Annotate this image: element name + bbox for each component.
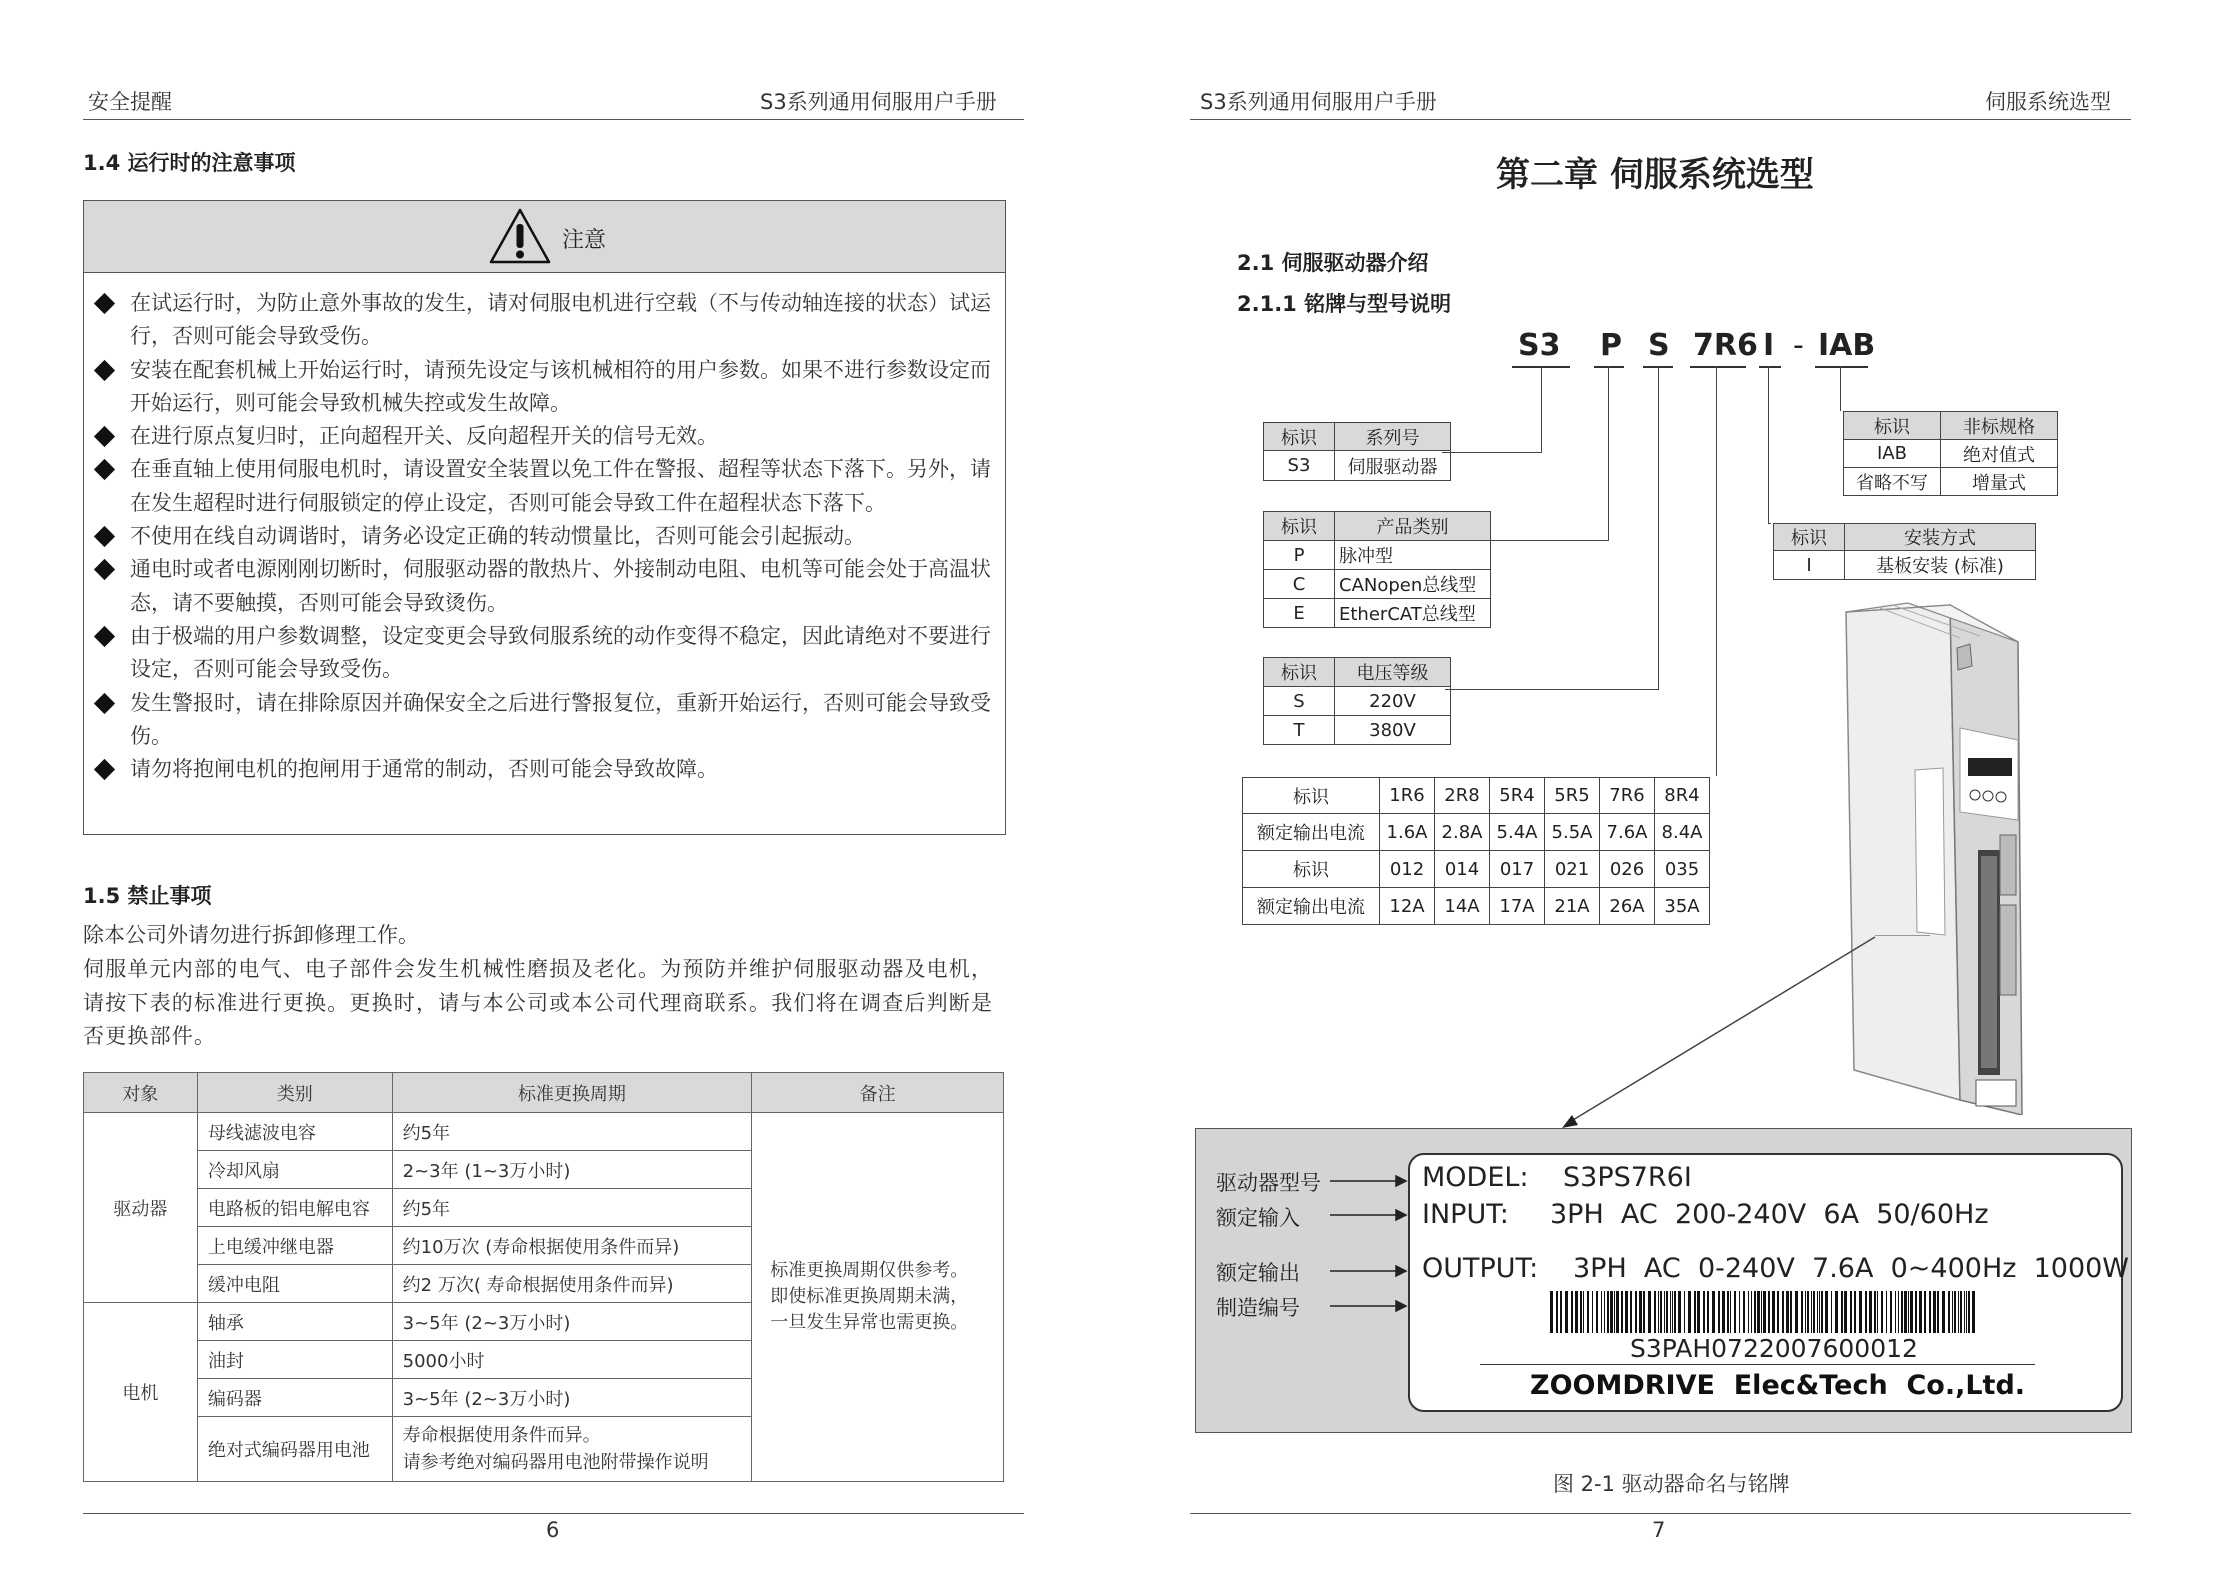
current-code: 2R8 [1435, 778, 1490, 814]
barcode-bar [1648, 1291, 1651, 1333]
barcode-bar [1795, 1291, 1798, 1333]
category-cell: E [1264, 599, 1335, 628]
caution-item [94, 420, 1005, 453]
barcode-bar [1556, 1291, 1558, 1333]
barcode-bar [1658, 1291, 1659, 1333]
diamond-bullet-icon [94, 692, 115, 713]
current-value: 8.4A [1655, 814, 1710, 851]
install-cell: 基板安装 (标准) [1845, 551, 2036, 580]
nameplate-serial: S3PAH0722007600012 [1630, 1334, 1918, 1363]
cell-period: 寿命根据使用条件而异。 [402, 1425, 601, 1446]
nameplate-input-key: INPUT: [1422, 1199, 1509, 1230]
diamond-bullet-icon [94, 426, 115, 447]
cell-category: 油封 [197, 1341, 392, 1379]
cell-category: 绝对式编码器用电池 [197, 1417, 392, 1482]
barcode-bar [1859, 1291, 1862, 1333]
replacement-table [83, 1072, 1004, 1482]
cell-category: 缓冲电阻 [197, 1265, 392, 1303]
barcode-bar [1901, 1291, 1903, 1333]
current-value: 17A [1490, 888, 1545, 925]
remark-line: 标准更换周期仅供参考。 [770, 1260, 969, 1281]
current-value: 12A [1380, 888, 1435, 925]
voltage-cell: 220V [1335, 687, 1451, 716]
table-header-cell: 标准更换周期 [392, 1073, 752, 1113]
nonstandard-table-header: 非标规格 [1941, 412, 2058, 440]
barcode-bar [1865, 1291, 1867, 1333]
barcode-bar [1972, 1291, 1975, 1333]
cell-period-multiline [392, 1417, 752, 1482]
barcode-bar [1722, 1291, 1725, 1333]
left-page-number: 6 [546, 1518, 560, 1542]
barcode-bar [1805, 1291, 1806, 1333]
diamond-bullet-icon [94, 759, 115, 780]
servo-drive-illustration [1840, 600, 2125, 1115]
barcode-bar [1694, 1291, 1696, 1333]
underline-encoder [1815, 366, 1868, 368]
caution-item [94, 354, 1005, 421]
model-part-series: S3 [1518, 328, 1561, 363]
barcode-bar [1666, 1291, 1668, 1333]
barcode-bar [1610, 1291, 1613, 1333]
barcode-bar [1910, 1291, 1913, 1333]
caution-item-text: 不使用在线自动调谐时，请务必设定正确的转动惯量比，否则可能会引起振动。 [130, 524, 865, 549]
cell-category: 轴承 [197, 1303, 392, 1341]
barcode-bar [1777, 1291, 1779, 1333]
barcode-bar [1968, 1291, 1970, 1333]
current-label: 额定输出电流 [1243, 814, 1380, 851]
barcode-bar [1734, 1291, 1736, 1333]
barcode-bar [1801, 1291, 1803, 1333]
current-table [1242, 777, 1710, 925]
barcode-bar [1688, 1291, 1691, 1333]
right-page-number: 7 [1652, 1518, 1666, 1542]
cell-period: 约5年 [392, 1113, 752, 1151]
underline-install [1759, 366, 1781, 368]
barcode-bar [1684, 1291, 1685, 1333]
diamond-bullet-icon [94, 526, 115, 547]
current-code: 012 [1380, 851, 1435, 888]
barcode-bar [1790, 1291, 1792, 1333]
barcode-bar [1895, 1291, 1896, 1333]
table-row [84, 1113, 1004, 1151]
barcode-bar [1886, 1291, 1887, 1333]
caution-item-text: 发生警报时，请在排除原因并确保安全之后进行警报复位，重新开始运行，否则可能会导致受伤。 [130, 690, 991, 748]
section-2-1-1-title: 2.1.1 铭牌与型号说明 [1237, 292, 1452, 316]
label-input: 额定输入 [1216, 1206, 1300, 1230]
category-table-header: 产品类别 [1335, 512, 1491, 541]
category-cell: C [1264, 570, 1335, 599]
barcode-bar [1786, 1291, 1789, 1333]
connector-line [1541, 366, 1542, 453]
nameplate-model-value: S3PS7R6I [1563, 1162, 1692, 1193]
barcode-bar [1937, 1291, 1939, 1333]
label-serial: 制造编号 [1216, 1296, 1300, 1320]
caution-list [84, 273, 1005, 786]
section-1-4-title: 1.4 运行时的注意事项 [83, 151, 296, 175]
current-code: 026 [1600, 851, 1655, 888]
series-table-header: 标识 [1264, 423, 1335, 451]
barcode-bar [1654, 1291, 1656, 1333]
current-value: 35A [1655, 888, 1710, 925]
barcode-bar [1761, 1291, 1762, 1333]
voltage-table-header: 标识 [1264, 658, 1335, 687]
left-header-rule [83, 119, 1024, 120]
remark-cell [752, 1113, 1004, 1482]
install-table-header: 安装方式 [1845, 524, 2036, 551]
current-value: 26A [1600, 888, 1655, 925]
left-header-title: S3系列通用伺服用户手册 [760, 90, 997, 114]
caution-item [94, 620, 1005, 687]
caution-item [94, 553, 1005, 620]
barcode-bar [1751, 1291, 1752, 1333]
barcode-bar [1819, 1291, 1820, 1333]
barcode-bar [1635, 1291, 1637, 1333]
section-1-5-title: 1.5 禁止事项 [83, 884, 212, 908]
barcode-bar [1592, 1291, 1593, 1333]
current-code: 035 [1655, 851, 1710, 888]
barcode-bar [1580, 1291, 1582, 1333]
connector-line [1716, 366, 1717, 776]
connector-line [1768, 366, 1769, 524]
voltage-cell: 380V [1335, 716, 1451, 745]
model-part-voltage: S [1648, 328, 1670, 363]
caution-title: 注意 [562, 228, 607, 253]
barcode-bar [1718, 1291, 1720, 1333]
category-cell: CANopen总线型 [1335, 570, 1491, 599]
remark-line: 即使标准更换周期未满， [770, 1286, 969, 1307]
group-driver: 驱动器 [84, 1113, 198, 1303]
barcode [1548, 1291, 1978, 1335]
barcode-bar [1739, 1291, 1740, 1333]
connector-line [1490, 540, 1609, 541]
caution-header [84, 201, 1005, 273]
warning-triangle-icon [488, 207, 552, 265]
barcode-bar [1571, 1291, 1573, 1333]
connector-line [1445, 689, 1659, 690]
para-replacement: 伺服单元内部的电气、电子部件会发生机械性磨损及老化。为预防并维护伺服驱动器及电机，请按下表的标准进行更换。更换时，请与本公司或本公司代理商联系。我们将在调查后判断是否更换部件。 [83, 957, 994, 1048]
barcode-bar [1908, 1291, 1909, 1333]
barcode-bar [1942, 1291, 1945, 1333]
diamond-bullet-icon [94, 359, 115, 380]
right-header-title: S3系列通用伺服用户手册 [1200, 90, 1437, 114]
caution-item-text: 由于极端的用户参数调整，设定变更会导致伺服系统的动作变得不稳定，因此请绝对不要进行设定，否则可能会导致受伤。 [130, 623, 991, 682]
caution-item [94, 453, 1005, 520]
barcode-bar [1831, 1291, 1832, 1333]
underline-current [1690, 366, 1746, 368]
barcode-bar [1621, 1291, 1623, 1333]
para-no-disassembly: 除本公司外请勿进行拆卸修理工作。 [83, 923, 419, 947]
right-header-rule [1190, 119, 2131, 120]
barcode-bar [1712, 1291, 1715, 1333]
section-2-1-title: 2.1 伺服驱动器介绍 [1237, 251, 1429, 275]
current-value: 2.8A [1435, 814, 1490, 851]
barcode-bar [1813, 1291, 1815, 1333]
barcode-bar [1583, 1291, 1584, 1333]
caution-item [94, 287, 1005, 354]
voltage-table [1263, 657, 1451, 745]
barcode-bar [1782, 1291, 1784, 1333]
connector-line [1658, 366, 1659, 690]
current-code: 014 [1435, 851, 1490, 888]
barcode-bar [1565, 1291, 1568, 1333]
right-footer-rule [1190, 1513, 2131, 1514]
barcode-bar [1881, 1291, 1883, 1333]
barcode-bar [1844, 1291, 1847, 1333]
barcode-bar [1958, 1291, 1959, 1333]
barcode-bar [1616, 1291, 1619, 1333]
voltage-cell: S [1264, 687, 1335, 716]
nameplate-company: ZOOMDRIVE Elec&Tech Co.,Ltd. [1530, 1370, 2026, 1401]
barcode-bar [1825, 1291, 1828, 1333]
nameplate-output-value: 3PH AC 0-240V 7.6A 0~400Hz 1000W [1573, 1253, 2129, 1284]
barcode-bar [1670, 1291, 1671, 1333]
caution-item [94, 687, 1005, 754]
current-code: 8R4 [1655, 778, 1710, 814]
install-table [1773, 523, 2036, 580]
figure-caption: 图 2-1 驱动器命名与铭牌 [1553, 1472, 1790, 1496]
barcode-bar [1821, 1291, 1823, 1333]
barcode-bar [1754, 1291, 1756, 1333]
cell-category: 编码器 [197, 1379, 392, 1417]
barcode-bar [1964, 1291, 1965, 1333]
model-part-current: 7R6 [1693, 328, 1758, 363]
barcode-bar [1811, 1291, 1812, 1333]
cell-category: 母线滤波电容 [197, 1113, 392, 1151]
right-header-section: 伺服系统选型 [1985, 90, 2111, 114]
current-label: 标识 [1243, 778, 1380, 814]
arrow-right-icon [1396, 1266, 1406, 1276]
install-cell: I [1774, 551, 1845, 580]
cell-period-2: 请参考绝对编码器用电池附带操作说明 [402, 1452, 709, 1473]
barcode-bar [1915, 1291, 1917, 1333]
remark-line: 一旦发生异常也需更换。 [770, 1312, 969, 1333]
nonstandard-cell: 省略不写 [1844, 468, 1941, 496]
current-value: 14A [1435, 888, 1490, 925]
barcode-bar [1630, 1291, 1632, 1333]
barcode-bar [1672, 1291, 1673, 1333]
current-label: 标识 [1243, 851, 1380, 888]
series-table [1263, 422, 1451, 481]
barcode-bar [1929, 1291, 1931, 1333]
barcode-bar [1817, 1291, 1818, 1333]
diamond-bullet-icon [94, 626, 115, 647]
barcode-bar [1743, 1291, 1745, 1333]
caution-item-text: 在试运行时，为防止意外事故的发生，请对伺服电机进行空载（不与传动轴连接的状态）试运行，否则可能会导致受伤。 [130, 291, 991, 349]
barcode-bar [1550, 1291, 1553, 1333]
table-header-cell: 类别 [197, 1073, 392, 1113]
nonstandard-cell: 增量式 [1941, 468, 2058, 496]
category-table [1263, 511, 1491, 628]
current-code: 017 [1490, 851, 1545, 888]
barcode-bar [1850, 1291, 1852, 1333]
cell-period: 5000小时 [392, 1341, 752, 1379]
nameplate-model-key: MODEL: [1422, 1162, 1529, 1193]
cell-period: 约2 万次( 寿命根据使用条件而异) [392, 1265, 752, 1303]
barcode-bar [1674, 1291, 1676, 1333]
barcode-bar [1587, 1291, 1589, 1333]
barcode-bar [1841, 1291, 1843, 1333]
current-code: 021 [1545, 851, 1600, 888]
caution-item-text: 请勿将抱闸电机的抱闸用于通常的制动，否则可能会导致故障。 [130, 757, 718, 782]
model-part-category: P [1600, 328, 1622, 363]
category-cell: EtherCAT总线型 [1335, 599, 1491, 628]
cell-period: 约5年 [392, 1189, 752, 1227]
barcode-bar [1919, 1291, 1922, 1333]
barcode-bar [1660, 1291, 1662, 1333]
barcode-bar [1730, 1291, 1731, 1333]
current-label: 额定输出电流 [1243, 888, 1380, 925]
current-code: 1R6 [1380, 778, 1435, 814]
barcode-bar [1625, 1291, 1628, 1333]
nameplate-input-value: 3PH AC 200-240V 6A 50/60Hz [1550, 1199, 1989, 1230]
current-value: 1.6A [1380, 814, 1435, 851]
nonstandard-table [1843, 411, 2058, 496]
nonstandard-cell: IAB [1844, 440, 1941, 468]
barcode-bar [1954, 1291, 1956, 1333]
model-part-encoder: IAB [1818, 328, 1876, 363]
barcode-bar [1948, 1291, 1950, 1333]
barcode-bar [1697, 1291, 1700, 1333]
arrow-right-icon [1396, 1301, 1406, 1311]
barcode-bar [1639, 1291, 1642, 1333]
connector-line [1769, 523, 1771, 524]
barcode-bar [1874, 1291, 1876, 1333]
barcode-bar [1604, 1291, 1605, 1333]
connector-line [1442, 452, 1542, 453]
table-header-cell: 备注 [752, 1073, 1004, 1113]
table-header-cell: 对象 [84, 1073, 198, 1113]
series-table-header: 系列号 [1335, 423, 1451, 451]
caution-box [83, 200, 1006, 835]
label-output: 额定输出 [1216, 1261, 1300, 1285]
barcode-bar [1703, 1291, 1705, 1333]
cell-category: 上电缓冲继电器 [197, 1227, 392, 1265]
chapter-title: 第二章 伺服系统选型 [1496, 155, 1814, 195]
nonstandard-cell: 绝对值式 [1941, 440, 2058, 468]
caution-item-text: 安装在配套机械上开始运行时，请预先设定与该机械相符的用户参数。如果不进行参数设定而开始运行，则可能会导致机械失控或发生故障。 [130, 357, 991, 415]
left-header-section: 安全提醒 [88, 90, 172, 114]
barcode-bar [1898, 1291, 1899, 1333]
barcode-bar [1890, 1291, 1892, 1333]
arrow-right-icon [1396, 1176, 1406, 1186]
barcode-bar [1966, 1291, 1967, 1333]
cell-period: 3~5年 (2~3万小时) [392, 1303, 752, 1341]
barcode-bar [1933, 1291, 1936, 1333]
barcode-bar [1904, 1291, 1907, 1333]
barcode-bar [1707, 1291, 1709, 1333]
barcode-bar [1772, 1291, 1775, 1333]
category-cell: 脉冲型 [1335, 541, 1491, 570]
left-footer-rule [83, 1513, 1024, 1514]
table-header-row [84, 1073, 1004, 1113]
model-part-dash: - [1793, 328, 1804, 363]
caution-item-text: 在进行原点复归时，正向超程开关、反向超程开关的信号无效。 [130, 424, 718, 449]
cell-category: 冷却风扇 [197, 1151, 392, 1189]
cell-period: 约10万次 (寿命根据使用条件而异) [392, 1227, 752, 1265]
diamond-bullet-icon [94, 293, 115, 314]
barcode-bar [1835, 1291, 1838, 1333]
barcode-bar [1727, 1291, 1729, 1333]
barcode-bar [1757, 1291, 1760, 1333]
nonstandard-table-header: 标识 [1844, 412, 1941, 440]
pointer-line [1875, 935, 1930, 936]
diamond-bullet-icon [94, 459, 115, 480]
caution-item [94, 753, 1005, 786]
group-motor: 电机 [84, 1303, 198, 1482]
current-code: 5R4 [1490, 778, 1545, 814]
current-value: 5.4A [1490, 814, 1545, 851]
install-table-header: 标识 [1774, 524, 1845, 551]
barcode-bar [1952, 1291, 1953, 1333]
barcode-bar [1601, 1291, 1602, 1333]
current-value: 5.5A [1545, 814, 1600, 851]
label-model: 驱动器型号 [1216, 1171, 1321, 1195]
barcode-bar [1960, 1291, 1962, 1333]
barcode-bar [1763, 1291, 1766, 1333]
voltage-cell: T [1264, 716, 1335, 745]
barcode-bar [1869, 1291, 1872, 1333]
voltage-table-header: 电压等级 [1335, 658, 1451, 687]
arrow-right-icon [1396, 1210, 1406, 1220]
label-arrows [1330, 1165, 1410, 1325]
barcode-bar [1664, 1291, 1665, 1333]
barcode-bar [1807, 1291, 1809, 1333]
connector-line [1608, 366, 1609, 541]
barcode-bar [1614, 1291, 1615, 1333]
cell-period: 2~3年 (1~3万小时) [392, 1151, 752, 1189]
caution-item-text: 在垂直轴上使用伺服电机时，请设置安全装置以免工件在警报、超程等状态下落下。另外，请在发生超程时进行伺服锁定的停止设定，否则可能会导致工件在超程状态下落下。 [130, 457, 991, 515]
series-cell: 伺服驱动器 [1335, 451, 1451, 481]
barcode-bar [1924, 1291, 1926, 1333]
current-value: 21A [1545, 888, 1600, 925]
cell-period: 3~5年 (2~3万小时) [392, 1379, 752, 1417]
caution-item-text: 通电时或者电源刚刚切断时，伺服驱动器的散热片、外接制动电阻、电机等可能会处于高温状态，请不要触摸，否则可能会导致烫伤。 [130, 557, 991, 615]
arrow-to-nameplate [1560, 935, 1880, 1135]
category-table-header: 标识 [1264, 512, 1335, 541]
connector-line [1840, 366, 1841, 411]
current-code: 5R5 [1545, 778, 1600, 814]
current-value: 7.6A [1600, 814, 1655, 851]
category-cell: P [1264, 541, 1335, 570]
diamond-bullet-icon [94, 559, 115, 580]
barcode-bar [1877, 1291, 1878, 1333]
barcode-bar [1854, 1291, 1856, 1333]
current-code: 7R6 [1600, 778, 1655, 814]
series-cell: S3 [1264, 451, 1335, 481]
barcode-bar [1575, 1291, 1578, 1333]
cell-category: 电路板的铝电解电容 [197, 1189, 392, 1227]
barcode-bar [1607, 1291, 1609, 1333]
underline-category [1594, 366, 1624, 368]
barcode-bar [1643, 1291, 1645, 1333]
serial-rule [1480, 1364, 2035, 1365]
model-part-install: I [1763, 328, 1775, 363]
barcode-bar [1768, 1291, 1770, 1333]
barcode-bar [1596, 1291, 1598, 1333]
barcode-bar [1560, 1291, 1562, 1333]
barcode-bar [1678, 1291, 1681, 1333]
barcode-bar [1748, 1291, 1749, 1333]
nameplate-output-key: OUTPUT: [1422, 1253, 1539, 1284]
caution-item [94, 520, 1005, 553]
